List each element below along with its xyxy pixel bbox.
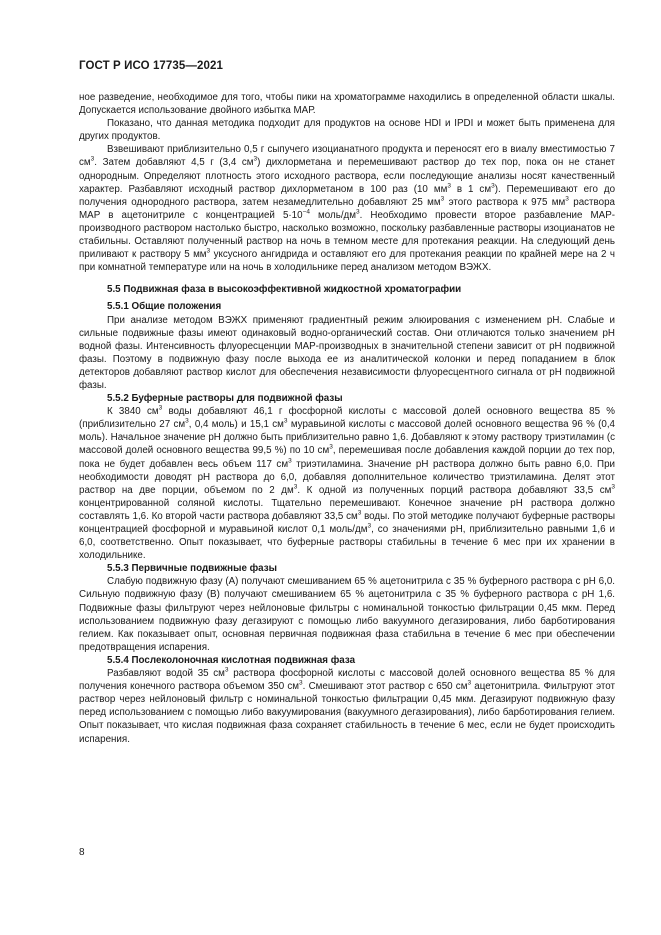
page-body xyxy=(79,91,615,746)
superscript: 3 xyxy=(367,522,372,530)
superscript: 3 xyxy=(288,457,292,465)
superscript: 3 xyxy=(185,417,189,425)
superscript: 3 xyxy=(357,509,362,517)
text-run: ). Перемешивают его до получения однородного раствора, затем незамедлительно добавляют 25 мм xyxy=(79,183,616,208)
subsection-heading: 5.5.3 Первичные подвижные фазы xyxy=(107,563,277,575)
superscript: 3 xyxy=(293,483,298,491)
superscript: 3 xyxy=(467,679,472,687)
section-heading: 5.5 Подвижная фаза в высокоэффективной жидкостной хроматографии xyxy=(107,284,462,296)
subsection-heading: 5.5.1 Общие положения xyxy=(107,301,222,313)
paragraph: Показано, что данная методика подходит для продуктов на основе HDI и IPDI и может быть применена для других продуктов. xyxy=(79,118,615,143)
superscript: 3 xyxy=(299,679,303,687)
superscript: 3 xyxy=(447,182,451,190)
text-run: концентрированной соляной кислоты. Тщательно перемешивают. Конечное значение рН раствора должно составлять 1,6. Ко второй части раствора добавляют 33,5 см xyxy=(79,497,615,522)
text-run: . Смешивают этот раствор с 650 см xyxy=(302,681,468,693)
superscript: 3 xyxy=(611,483,615,491)
superscript: 3 xyxy=(440,195,445,203)
paragraph: Слабую подвижную фазу (А) получают смешиванием 65 % ацетонитрила с 35 % буферного раствора с рН 6,0. Сильную подвижную фазу (В) получают смешиванием 65 % ацетонитрила с 35 % буферного раствора с рН 1,6. Подвижные фазы фильтруют через нейлоновые фильтры с номинальной тонкостью фильтрации 0,45 мкм. Перед использованием подвижную фазу дегазируют с помощью либо вакуумного дегазирования, либо барботирования гелием. Как показывает опыт, основная первичная подвижная фаза стабильна в течение 6 мес при обеспечении предотвращения испарения. xyxy=(79,576,615,653)
page-number: 8 xyxy=(79,847,85,858)
text-run: ) дихлорметана и перемешивают раствор до тех пор, пока он не станет однородным. Определяют плотность этого исходного раствора, если последующие анализы носят качественный характер. Разбавляют исходный раствор дихлорметаном в 100 раз (10 мм xyxy=(79,157,615,195)
paragraph: ное разведение, необходимое для того, чтобы пики на хроматограмме находились в определенной области шкалы. Допускается использование двойного избытка МАР. xyxy=(79,92,615,117)
text-run: . Затем добавляют 4,5 г (3,4 см xyxy=(94,157,254,169)
text-run: ацетонитрила. Фильтруют этот раствор через нейлоновый фильтр с номинальной тонкостью фильтрации 0,45 мкм. Дегазируют подвижную фазу перед использованием с помощью либо вакуумирования (вакуумного дегазирования), либо барботирования гелием. Опыт показывает, что кислая подвижная фаза сохраняет стабильность в течение 6 мес, если не будет происходить испарения. xyxy=(79,681,615,745)
text-run: воды добавляют 46,1 г фосфорной кислоты с массовой долей основного вещества 85 % (приблизительно 27 см xyxy=(79,406,615,431)
text-run: , перемешивая после добавления каждой порции до тех пор, пока не будет добавлен весь объем 117 см xyxy=(79,445,615,470)
superscript: 3 xyxy=(90,156,95,164)
text-run: . К одной из полученных порций раствора добавляют 33,5 см xyxy=(297,484,612,496)
text-run: раствора МАР в ацетонитриле с концентрацией 5·10 xyxy=(79,196,615,221)
document-header-title: ГОСТ Р ИСО 17735—2021 xyxy=(79,60,224,72)
superscript: 3 xyxy=(491,182,495,190)
superscript: 3 xyxy=(206,247,211,255)
text-run: в 1 см xyxy=(450,183,492,195)
text-run: Взвешивают приблизительно 0,5 г сыпучего изоцианатного продукта и переносят его в виалу вместимостью 7 см xyxy=(79,144,615,169)
superscript: −4 xyxy=(302,208,310,216)
text-run: уксусного ангидрида и оставляют его для протекания реакции по крайней мере на 2 ч при комнатной температуре или на ночь в холодильнике перед анализом методом ВЭЖХ. xyxy=(79,249,615,274)
text-run: , со значениями рН, приблизительно равными 1,6 и 6,0, соответственно. Опыт показывает, что буферные растворы стабильны в течение 6 мес при их хранении в холодильнике. xyxy=(79,524,615,562)
text-run: , 0,4 моль) и 15,1 см xyxy=(188,419,284,431)
superscript: 3 xyxy=(283,417,288,425)
text-run: раствора фосфорной кислоты с массовой долей основного вещества 85 % для получения конечного раствора объемом 350 см xyxy=(79,668,615,693)
superscript: 3 xyxy=(329,444,333,452)
paragraph: При анализе методом ВЭЖХ применяют градиентный режим элюирования с изменением рН. Слабые и сильные подвижные фазы имеют одинаковый водно-органический состав. Они отличаются только значением рН водной фазы. Интенсивность флуоресценции МАР-производных в значительной степени зависит от рН подвижной фазы. Поэтому в подвижную фазу после выхода ее из аналитической колонки и перед попаданием в блок детекторов добавляют раствор кислот для обеспечения независимости флуоресцентного сигнала от рН подвижной фазы. xyxy=(79,314,615,391)
superscript: 3 xyxy=(565,195,569,203)
text-run: Разбавляют водой 35 см xyxy=(107,668,225,680)
text-run: моль/дм xyxy=(309,209,356,221)
paragraph xyxy=(79,667,615,746)
text-run: этого раствора к 975 мм xyxy=(444,196,566,208)
text-run: воды. По этой методике получают буферные растворы концентрацией фосфорной и муравьиной кислот 0,1 моль/дм xyxy=(79,510,615,535)
subsection-heading: 5.5.2 Буферные растворы для подвижной фазы xyxy=(107,393,343,405)
superscript: 3 xyxy=(356,208,360,216)
text-run: К 3840 см xyxy=(107,406,159,418)
text-run: муравьиной кислоты с массовой долей основного вещества 96 % (0,4 моль). Начальное значение рН должно быть приблизительно равно 1,6. Добавляют к этому раствору триэтиламин (с массовой долей основного вещества 99,5 %) по 10 см xyxy=(79,419,615,457)
text-run: . Необходимо провести второе разбавление МАР-производного раствором настолько быстро, насколько возможно, поскольку разбавленные растворы изоцианатов не стабильны. Оставляют полученный раствор на ночь в темном месте для протекания реакции. На следующий день приливают к раствору 5 мм xyxy=(79,209,615,261)
subsection-heading: 5.5.4 Послеколоночная кислотная подвижная фаза xyxy=(107,654,356,666)
superscript: 3 xyxy=(253,156,258,164)
paragraph xyxy=(79,405,615,562)
superscript: 3 xyxy=(224,666,229,674)
paragraph xyxy=(79,143,615,274)
text-run: триэтиламина. Значение рН раствора должно быть равно 6,0. При необходимости доводят рН раствора до 6,0, добавляя дополнительное количество триэтиламина. Делят этот раствор на две порции, объемом по 2 дм xyxy=(79,458,615,496)
superscript: 3 xyxy=(158,404,163,412)
